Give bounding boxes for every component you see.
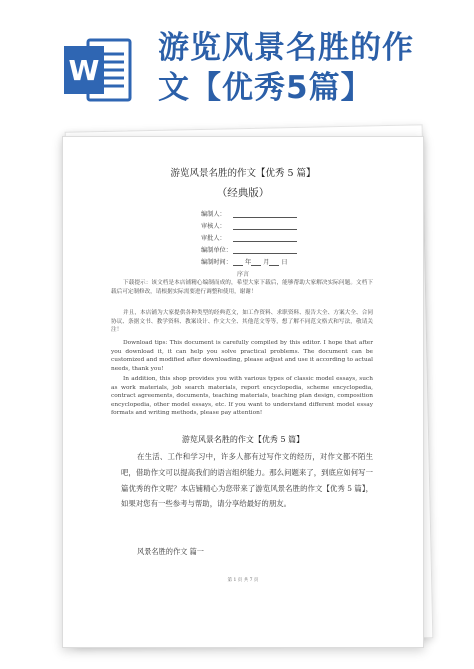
preface-heading: 序言 <box>236 271 249 278</box>
field-unit-line <box>233 247 297 254</box>
header <box>0 0 474 120</box>
page-title <box>158 28 458 108</box>
field-time-label: 编制时间： <box>201 259 232 266</box>
month-label: 月 <box>263 259 270 266</box>
title-line-1: 游览风景名胜的作 <box>158 30 414 66</box>
field-reviewer-line <box>233 223 297 230</box>
body-paragraph: 在生活、工作和学习中，许多人都有过写作文的经历，对作文都不陌生吧，借助作文可以提高我们的语言组织能力。那么问题来了，到底应如何写一篇优秀的作文呢？本店铺精心为您带来了游览风景名胜的作文【优秀 5 篇】，如果对您有一些参考与帮助，请分享给最好的朋友。 <box>121 452 373 509</box>
title-line-2: 文【优秀5篇】 <box>158 70 373 106</box>
part-one-heading: 风景名胜的作文 篇一 <box>137 547 204 556</box>
shop-note-en: In addition, this shop provides you with various types of classic model essays, such as work materials, job search materials, report encyclopedia, scheme encyclopedia, contract agreements, documents, teaching materials, teaching plan design, composition encyclopedia, other model essays, etc. If you want to understand different model essay formats and writing methods, please pay attention! <box>111 376 373 417</box>
field-editor <box>201 209 297 219</box>
shop-note-cn: 并且，本店铺为大家提供各种类型的经典范文，如工作资料、求职资料、报告大全、方案大全、合同协议、条据文书、教学资料、教案设计、作文大全、其他范文等等，想了解不同范文格式和写法，敬请关注！ <box>111 310 373 334</box>
day-label: 日 <box>281 259 288 266</box>
field-unit <box>201 245 297 255</box>
document-edition: （经典版） <box>216 187 270 199</box>
download-tip-en: Download tips: This document is carefully compiled by this editor. I hope that after you download it, it can help you solve practical problems. The document can be customized and modified after downloading, please adjust and use it according to actual needs, thank you! <box>111 340 373 372</box>
word-icon-letter: W <box>68 54 100 87</box>
document-page <box>62 136 424 648</box>
download-tip-cn: 下载提示：该文档是本店铺精心编制而成的，希望大家下载后，能够帮助大家解决实际问题。文档下载后可定制修改，请根据实际需要进行调整和使用，谢谢！ <box>111 280 373 295</box>
year-label: 年 <box>245 259 252 266</box>
page-footer: 第 1 页 共 7 页 <box>227 578 259 583</box>
field-approver <box>201 233 297 243</box>
day-line <box>269 259 279 266</box>
section-title: 游览风景名胜的作文【优秀 5 篇】 <box>181 435 305 444</box>
field-reviewer-label: 审核人： <box>201 223 226 230</box>
field-reviewer <box>201 221 297 231</box>
field-editor-label: 编制人： <box>201 211 226 218</box>
year-line <box>233 259 243 266</box>
field-approver-label: 审批人： <box>201 235 226 242</box>
month-line <box>251 259 261 266</box>
field-time <box>201 257 288 267</box>
word-document-icon <box>62 34 134 106</box>
field-unit-label: 编制单位： <box>201 247 232 254</box>
field-editor-line <box>233 211 297 218</box>
field-approver-line <box>233 235 297 242</box>
document-title: 游览风景名胜的作文【优秀 5 篇】 <box>170 168 316 179</box>
